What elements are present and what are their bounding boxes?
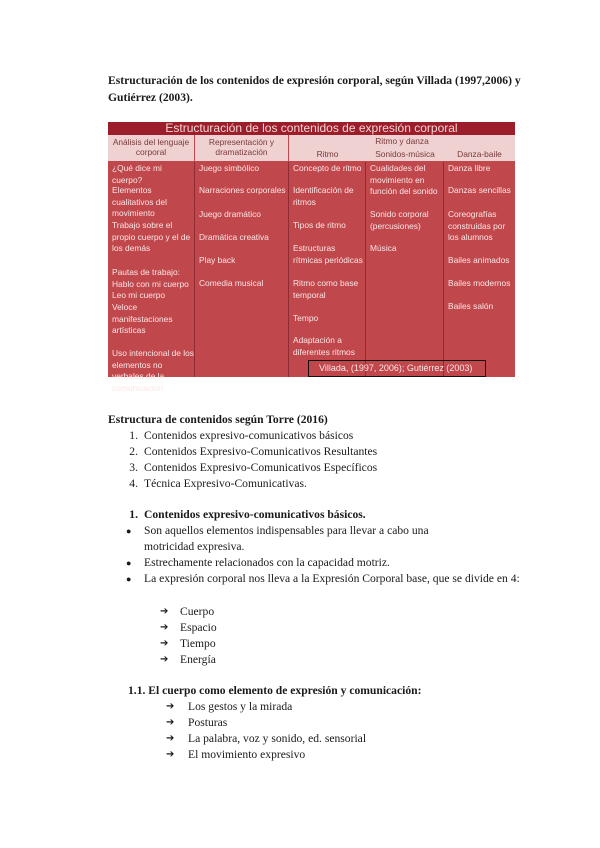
cell-col5: Danza libre — [448, 163, 491, 173]
content-structure-figure — [108, 121, 515, 393]
cell-col4: Sonido corporal (percusiones) — [370, 209, 429, 231]
cell-col2: Comedia musical — [199, 278, 264, 288]
cell-col5: Bailes salón — [448, 301, 494, 311]
figure-credit: Villada, (1997, 2006); Gutiérrez (2003) — [308, 360, 486, 377]
arrow-right-icon: ➔ — [160, 654, 169, 665]
arrow-text: Tiempo — [180, 637, 216, 650]
cell-col3: Concepto de ritmo — [293, 163, 362, 173]
cell-col4: Cualidades del movimiento en función del sonido — [370, 163, 438, 196]
header-sonidos-musica: Sonidos-música — [366, 148, 444, 161]
cell-col3: Tempo — [293, 313, 319, 323]
header-representacion: Representación y dramatización — [195, 135, 289, 161]
bullet-text: La expresión corporal nos lleva a la Expresión Corporal base, que se divide en 4: — [144, 572, 520, 585]
cell-col1: Veloce manifestaciones artísticas — [112, 302, 173, 335]
cell-col5: Bailes modernos — [448, 278, 511, 288]
arrow-text: Espacio — [180, 621, 217, 634]
cell-col3: Estructuras rítmicas periódicas — [293, 243, 363, 265]
bullet-text: Estrechamente relacionados con la capacidad motriz. — [144, 556, 390, 569]
cell-col2: Juego simbólico — [199, 163, 260, 173]
figure-title: Estructuración de los contenidos de expresión corporal — [108, 122, 515, 135]
list-number: 4. — [129, 477, 138, 490]
cell-col5: Bailes animados — [448, 255, 510, 265]
cell-col2: Play back — [199, 255, 236, 265]
arrow-right-icon: ➔ — [166, 733, 175, 744]
cell-col5: Danzas sencillas — [448, 185, 511, 195]
header-ritmo: Ritmo — [289, 148, 366, 161]
arrow-right-icon: ➔ — [160, 622, 169, 633]
header-danza-baile: Danza-baile — [444, 148, 515, 161]
cell-col5: Coreografías construidas por los alumnos — [448, 209, 506, 242]
arrow-right-icon: ➔ — [166, 749, 175, 760]
list-number: 2. — [129, 445, 138, 458]
arrow-right-icon: ➔ — [160, 638, 169, 649]
cell-col2: Juego dramático — [199, 209, 261, 219]
cell-col1: Trabajo sobre el propio cuerpo y el de los demás — [112, 220, 191, 253]
arrow-right-icon: ➔ — [166, 717, 175, 728]
header-analisis: Análisis del lenguaje corporal — [108, 135, 195, 161]
arrow-right-icon: ➔ — [166, 701, 175, 712]
list-text: Contenidos expresivo-comunicativos básicos — [144, 429, 354, 442]
arrow-text: Cuerpo — [180, 605, 215, 618]
arrow-text: La palabra, voz y sonido, ed. sensorial — [188, 732, 367, 745]
cell-col1: ¿Qué dice mi cuerpo? — [112, 163, 162, 185]
cell-col2: Dramática creativa — [199, 232, 269, 242]
heading-villada: Estructuración de los contenidos de expresión corporal, según Villada (1997,2006) y Gutiérrez (2003). — [108, 74, 521, 104]
bullet-text: Son aquellos elementos indispensables para llevar a cabo una motricidad expresiva. — [144, 524, 429, 553]
bullet-dot-icon: ● — [126, 558, 132, 568]
cell-col1: Pautas de trabajo: Hablo con mi cuerpo Leo mi cuerpo — [112, 267, 189, 300]
cell-col1: Elementos cualitativos del movimiento — [112, 185, 167, 218]
cell-col3: Identificación de ritmos — [293, 185, 354, 207]
cell-col3: Tipos de ritmo — [293, 220, 346, 230]
bullet-dot-icon: ● — [126, 574, 132, 584]
cell-col3: Adaptación a diferentes ritmos — [293, 335, 355, 357]
list-text: Técnica Expresivo-Comunicativas. — [144, 477, 307, 490]
arrow-text: Los gestos y la mirada — [188, 700, 293, 713]
section11-heading: 1.1. El cuerpo como elemento de expresión y comunicación: — [128, 684, 422, 697]
section-number: 1. — [129, 508, 138, 521]
cell-col3: Ritmo como base temporal — [293, 278, 359, 300]
cell-col4: Música — [370, 243, 397, 253]
cell-col1: Uso intencional de los elementos no verbales de la comunicación — [112, 348, 194, 393]
list-number: 1. — [129, 429, 138, 442]
section-title: Contenidos expresivo-comunicativos básicos. — [144, 508, 366, 521]
heading-torre: Estructura de contenidos según Torre (2016) — [108, 413, 328, 426]
list-number: 3. — [129, 461, 138, 474]
list-text: Contenidos Expresivo-Comunicativos Específicos — [144, 461, 378, 474]
arrow-text: El movimiento expresivo — [188, 748, 306, 761]
arrow-text: Posturas — [188, 716, 228, 729]
cell-col2: Narraciones corporales — [199, 185, 286, 195]
arrow-text: Energía — [180, 653, 216, 666]
list-text: Contenidos Expresivo-Comunicativos Resultantes — [144, 445, 378, 458]
header-ritmo-danza: Ritmo y danza — [289, 135, 515, 148]
arrow-right-icon: ➔ — [160, 606, 169, 617]
bullet-dot-icon: ● — [126, 526, 132, 536]
